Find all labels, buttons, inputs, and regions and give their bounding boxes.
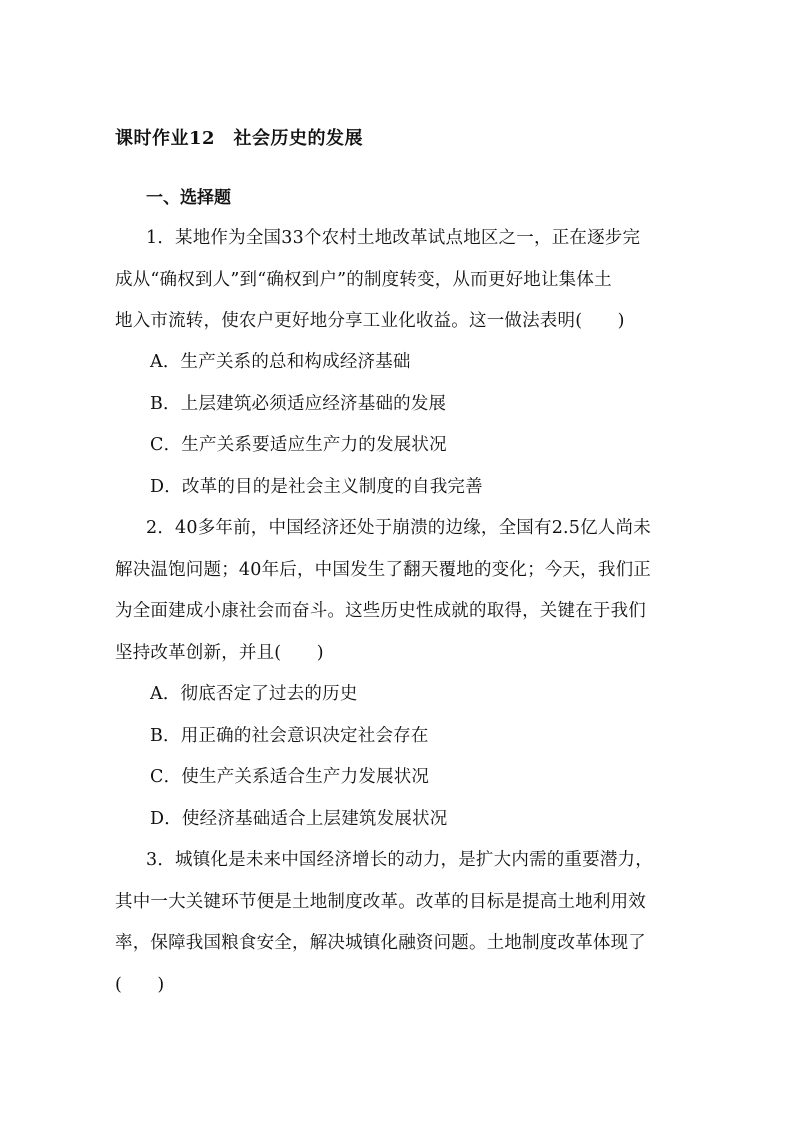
question-2-option-b: B．用正确的社会意识决定社会存在 bbox=[150, 726, 429, 746]
question-3-line-4: ( ) bbox=[115, 975, 165, 995]
question-3-line-1: 3．城镇化是未来中国经济增长的动力，是扩大内需的重要潜力， bbox=[146, 850, 653, 870]
question-1-option-b: B．上层建筑必须适应经济基础的发展 bbox=[150, 394, 447, 414]
question-1-option-c: C．生产关系要适应生产力的发展状况 bbox=[150, 435, 447, 455]
question-1-line-2: 成从“确权到人”到“确权到户”的制度转变，从而更好地让集体土 bbox=[115, 270, 612, 290]
question-1-line-3: 地入市流转，使农户更好地分享工业化收益。这一做法表明( ) bbox=[115, 311, 625, 331]
question-2-line-4: 坚持改革创新，并且( ) bbox=[115, 643, 324, 663]
question-1-option-d: D．改革的目的是社会主义制度的自我完善 bbox=[150, 477, 483, 497]
question-3-line-2: 其中一大关键环节便是土地制度改革。改革的目标是提高土地利用效 bbox=[115, 892, 646, 912]
page-title: 课时作业12 社会历史的发展 bbox=[115, 128, 364, 149]
section-heading: 一、选择题 bbox=[146, 188, 231, 208]
question-1-line-1: 1．某地作为全国33个农村土地改革试点地区之一，正在逐步完 bbox=[146, 228, 641, 248]
question-3-line-3: 率，保障我国粮食安全，解决城镇化融资问题。土地制度改革体现了 bbox=[115, 933, 646, 953]
question-2-option-c: C．使生产关系适合生产力发展状况 bbox=[150, 767, 430, 787]
question-2-line-3: 为全面建成小康社会而奋斗。这些历史性成就的取得，关键在于我们 bbox=[115, 601, 646, 621]
question-2-option-a: A．彻底否定了过去的历史 bbox=[150, 684, 358, 704]
question-2-line-2: 解决温饱问题；40年后，中国发生了翻天覆地的变化；今天，我们正 bbox=[115, 560, 651, 580]
question-2-option-d: D．使经济基础适合上层建筑发展状况 bbox=[150, 809, 448, 829]
question-2-line-1: 2．40多年前，中国经济还处于崩溃的边缘，全国有2.5亿人尚未 bbox=[146, 518, 651, 538]
question-1-option-a: A．生产关系的总和构成经济基础 bbox=[150, 352, 411, 372]
